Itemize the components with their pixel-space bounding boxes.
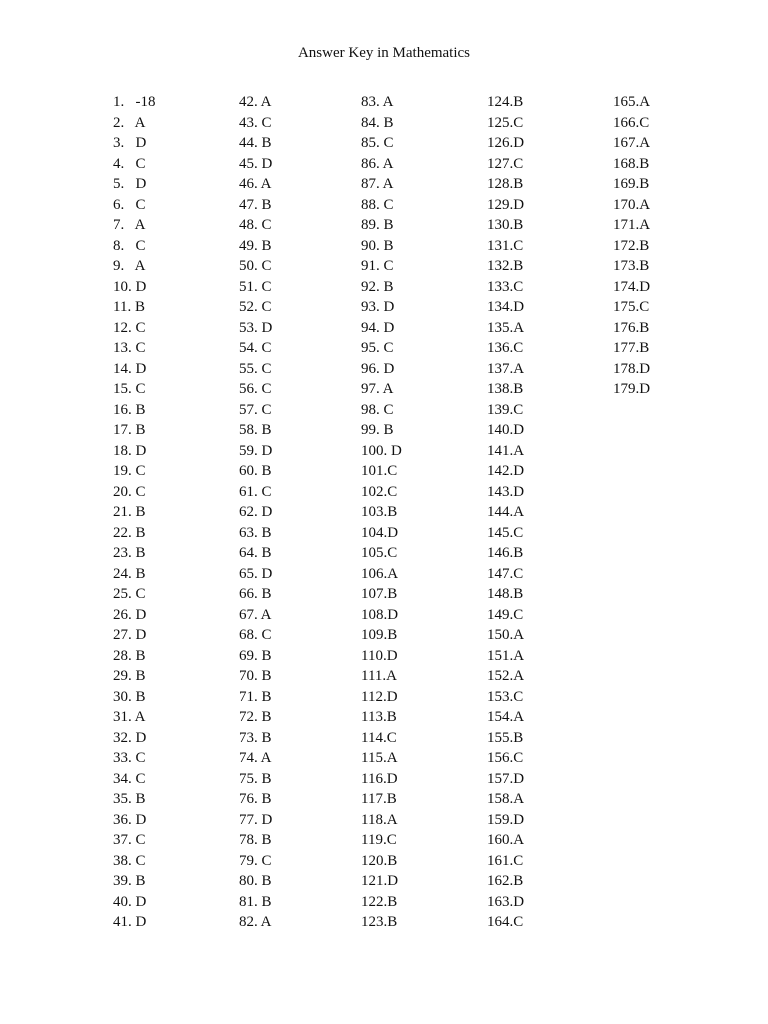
answer-entry: 39. B bbox=[113, 873, 146, 889]
answer-entry: 157.D bbox=[487, 770, 525, 787]
answer-entry: 145.C bbox=[487, 524, 524, 541]
answer-entry: 66. B bbox=[239, 586, 272, 602]
answer-entry: 177.B bbox=[613, 340, 650, 356]
answer-entry: 122.B bbox=[361, 893, 398, 910]
answer-entry: 117.B bbox=[361, 791, 397, 807]
answer-entry: 6. C bbox=[113, 196, 146, 213]
answer-entry: 156.C bbox=[487, 750, 524, 766]
answer-entry: 136.C bbox=[487, 340, 524, 356]
answer-entry: 7. A bbox=[113, 217, 146, 233]
answer-entry: 35. B bbox=[113, 791, 146, 807]
answer-entry: 13. C bbox=[113, 340, 146, 356]
answer-entry: 158.A bbox=[487, 791, 525, 807]
answer-entry: 138.B bbox=[487, 381, 524, 397]
answer-entry: 23. B bbox=[113, 545, 146, 561]
answer-entry: 149.C bbox=[487, 606, 524, 623]
answer-entry: 59. D bbox=[239, 442, 273, 459]
answer-entry: 123.B bbox=[361, 914, 398, 930]
answer-entry: 17. B bbox=[113, 422, 146, 438]
answer-entry: 46. A bbox=[239, 176, 272, 192]
answer-entry: 24. B bbox=[113, 565, 146, 582]
answer-entry: 112.D bbox=[361, 688, 398, 705]
answer-entry: 93. D bbox=[361, 299, 395, 315]
answer-entry: 147.C bbox=[487, 565, 524, 582]
answer-entry: 37. C bbox=[113, 832, 146, 848]
answer-entry: 41. D bbox=[113, 914, 147, 930]
answer-entry: 127.C bbox=[487, 155, 524, 172]
answer-column-4 bbox=[487, 92, 524, 933]
answer-entry: 109.B bbox=[361, 627, 398, 643]
answer-entry: 20. C bbox=[113, 483, 146, 500]
answer-entry: 51. C bbox=[239, 278, 272, 295]
answer-entry: 4. C bbox=[113, 155, 146, 172]
answer-entry: 43. C bbox=[239, 114, 272, 131]
answer-entry: 139.C bbox=[487, 401, 524, 418]
answer-entry: 32. D bbox=[113, 729, 147, 746]
answer-entry: 8. C bbox=[113, 237, 146, 254]
answer-entry: 49. B bbox=[239, 237, 272, 254]
answer-column-1 bbox=[113, 92, 156, 933]
answer-entry: 179.D bbox=[613, 381, 651, 397]
answer-entry: 170.A bbox=[613, 196, 651, 213]
answer-entry: 100. D bbox=[361, 442, 402, 459]
answer-entry: 10. D bbox=[113, 278, 147, 295]
answer-entry: 78. B bbox=[239, 832, 272, 848]
answer-entry: 132.B bbox=[487, 258, 524, 274]
answer-entry: 70. B bbox=[239, 668, 272, 684]
answer-entry: 19. C bbox=[113, 463, 146, 479]
answer-entry: 175.C bbox=[613, 299, 650, 315]
answer-entry: 130.B bbox=[487, 217, 524, 233]
answer-entry: 84. B bbox=[361, 114, 394, 131]
answer-entry: 172.B bbox=[613, 237, 650, 254]
answer-column-5 bbox=[613, 92, 650, 400]
answer-entry: 143.D bbox=[487, 483, 525, 500]
answer-entry: 106.A bbox=[361, 565, 399, 582]
answer-entry: 64. B bbox=[239, 545, 272, 561]
answer-entry: 165.A bbox=[613, 94, 651, 110]
answer-entry: 124.B bbox=[487, 94, 524, 110]
answer-entry: 129.D bbox=[487, 196, 525, 213]
answer-entry: 73. B bbox=[239, 729, 272, 746]
answer-entry: 30. B bbox=[113, 688, 146, 705]
answer-entry: 56. C bbox=[239, 381, 272, 397]
answer-column-2 bbox=[239, 92, 272, 933]
answer-entry: 167.A bbox=[613, 135, 651, 151]
answer-entry: 3. D bbox=[113, 135, 147, 151]
answer-entry: 81. B bbox=[239, 893, 272, 910]
answer-entry: 38. C bbox=[113, 852, 146, 869]
answer-entry: 11. B bbox=[113, 299, 145, 315]
answer-entry: 16. B bbox=[113, 401, 146, 418]
answer-entry: 142.D bbox=[487, 463, 525, 479]
answer-entry: 29. B bbox=[113, 668, 146, 684]
answer-entry: 44. B bbox=[239, 135, 272, 151]
answer-entry: 119.C bbox=[361, 832, 397, 848]
answer-entry: 150.A bbox=[487, 627, 525, 643]
answer-entry: 55. C bbox=[239, 360, 272, 377]
answer-entry: 128.B bbox=[487, 176, 524, 192]
answer-entry: 67. A bbox=[239, 606, 272, 623]
answer-entry: 115.A bbox=[361, 750, 398, 766]
answer-entry: 82. A bbox=[239, 914, 272, 930]
answer-entry: 90. B bbox=[361, 237, 394, 254]
answer-entry: 74. A bbox=[239, 750, 272, 766]
answer-entry: 87. A bbox=[361, 176, 394, 192]
answer-entry: 116.D bbox=[361, 770, 398, 787]
answer-entry: 102.C bbox=[361, 483, 398, 500]
answer-entry: 88. C bbox=[361, 196, 394, 213]
answer-entry: 72. B bbox=[239, 709, 272, 725]
answer-entry: 118.A bbox=[361, 811, 398, 828]
answer-entry: 103.B bbox=[361, 504, 398, 520]
answer-entry: 137.A bbox=[487, 360, 525, 377]
answer-entry: 163.D bbox=[487, 893, 525, 910]
answer-entry: 154.A bbox=[487, 709, 525, 725]
answer-entry: 153.C bbox=[487, 688, 524, 705]
answer-entry: 92. B bbox=[361, 278, 394, 295]
answer-entry: 95. C bbox=[361, 340, 394, 356]
answer-entry: 97. A bbox=[361, 381, 394, 397]
answer-entry: 65. D bbox=[239, 565, 273, 582]
answer-entry: 26. D bbox=[113, 606, 147, 623]
answer-entry: 171.A bbox=[613, 217, 651, 233]
answer-entry: 50. C bbox=[239, 258, 272, 274]
answer-entry: 47. B bbox=[239, 196, 272, 213]
page-title: Answer Key in Mathematics bbox=[297, 45, 471, 61]
answer-entry: 166.C bbox=[613, 114, 650, 131]
answer-entry: 162.B bbox=[487, 873, 524, 889]
answer-entry: 114.C bbox=[361, 729, 397, 746]
answer-entry: 98. C bbox=[361, 401, 394, 418]
answer-entry: 135.A bbox=[487, 319, 525, 336]
answer-entry: 34. C bbox=[113, 770, 146, 787]
answer-entry: 62. D bbox=[239, 504, 273, 520]
answer-entry: 79. C bbox=[239, 852, 272, 869]
answer-entry: 168.B bbox=[613, 155, 650, 172]
answer-entry: 131.C bbox=[487, 237, 524, 254]
answer-entry: 176.B bbox=[613, 319, 650, 336]
answer-entry: 144.A bbox=[487, 504, 525, 520]
answer-entry: 69. B bbox=[239, 647, 272, 664]
answer-entry: 28. B bbox=[113, 647, 146, 664]
answer-entry: 85. C bbox=[361, 135, 394, 151]
answer-entry: 58. B bbox=[239, 422, 272, 438]
answer-entry: 110.D bbox=[361, 647, 398, 664]
answer-entry: 76. B bbox=[239, 791, 272, 807]
answer-entry: 125.C bbox=[487, 114, 524, 131]
answer-entry: 75. B bbox=[239, 770, 272, 787]
answer-entry: 160.A bbox=[487, 832, 525, 848]
answer-entry: 146.B bbox=[487, 545, 524, 561]
answer-entry: 91. C bbox=[361, 258, 394, 274]
answer-entry: 105.C bbox=[361, 545, 398, 561]
answer-entry: 174.D bbox=[613, 278, 651, 295]
answer-entry: 96. D bbox=[361, 360, 395, 377]
answer-entry: 60. B bbox=[239, 463, 272, 479]
answer-entry: 25. C bbox=[113, 586, 146, 602]
answer-entry: 104.D bbox=[361, 524, 399, 541]
answer-entry: 42. A bbox=[239, 94, 272, 110]
answer-entry: 63. B bbox=[239, 524, 272, 541]
answer-entry: 83. A bbox=[361, 94, 394, 110]
answer-entry: 173.B bbox=[613, 258, 650, 274]
answer-entry: 77. D bbox=[239, 811, 273, 828]
answer-entry: 9. A bbox=[113, 258, 146, 274]
answer-entry: 86. A bbox=[361, 155, 394, 172]
answer-entry: 155.B bbox=[487, 729, 524, 746]
answer-entry: 113.B bbox=[361, 709, 397, 725]
answer-entry: 99. B bbox=[361, 422, 394, 438]
answer-entry: 1. -18 bbox=[113, 94, 156, 110]
answer-entry: 36. D bbox=[113, 811, 147, 828]
answer-entry: 12. C bbox=[113, 319, 146, 336]
answer-entry: 107.B bbox=[361, 586, 398, 602]
answer-entry: 169.B bbox=[613, 176, 650, 192]
answer-entry: 27. D bbox=[113, 627, 147, 643]
answer-entry: 159.D bbox=[487, 811, 525, 828]
answer-entry: 141.A bbox=[487, 442, 525, 459]
answer-entry: 161.C bbox=[487, 852, 524, 869]
answer-entry: 5. D bbox=[113, 176, 147, 192]
answer-entry: 126.D bbox=[487, 135, 525, 151]
answer-entry: 31. A bbox=[113, 709, 146, 725]
answer-entry: 71. B bbox=[239, 688, 272, 705]
answer-entry: 148.B bbox=[487, 586, 524, 602]
answer-entry: 61. C bbox=[239, 483, 272, 500]
answer-entry: 94. D bbox=[361, 319, 395, 336]
answer-entry: 133.C bbox=[487, 278, 524, 295]
answer-entry: 178.D bbox=[613, 360, 651, 377]
answer-entry: 140.D bbox=[487, 422, 525, 438]
answer-entry: 22. B bbox=[113, 524, 146, 541]
answer-entry: 45. D bbox=[239, 155, 273, 172]
answer-entry: 89. B bbox=[361, 217, 394, 233]
answer-entry: 48. C bbox=[239, 217, 272, 233]
answer-entry: 18. D bbox=[113, 442, 147, 459]
answer-entry: 108.D bbox=[361, 606, 399, 623]
answer-entry: 68. C bbox=[239, 627, 272, 643]
answer-entry: 152.A bbox=[487, 668, 525, 684]
answer-entry: 101.C bbox=[361, 463, 398, 479]
answer-entry: 14. D bbox=[113, 360, 147, 377]
answer-entry: 2. A bbox=[113, 114, 146, 131]
answer-entry: 40. D bbox=[113, 893, 147, 910]
answer-entry: 121.D bbox=[361, 873, 399, 889]
answer-entry: 33. C bbox=[113, 750, 146, 766]
answer-entry: 53. D bbox=[239, 319, 273, 336]
answer-entry: 120.B bbox=[361, 852, 398, 869]
answer-entry: 134.D bbox=[487, 299, 525, 315]
answer-entry: 54. C bbox=[239, 340, 272, 356]
answer-entry: 15. C bbox=[113, 381, 146, 397]
answer-entry: 80. B bbox=[239, 873, 272, 889]
answer-entry: 151.A bbox=[487, 647, 525, 664]
answer-entry: 21. B bbox=[113, 504, 146, 520]
answer-entry: 57. C bbox=[239, 401, 272, 418]
answer-entry: 52. C bbox=[239, 299, 272, 315]
answer-entry: 111.A bbox=[361, 668, 397, 684]
answer-entry: 164.C bbox=[487, 914, 524, 930]
answer-column-3 bbox=[361, 92, 402, 933]
